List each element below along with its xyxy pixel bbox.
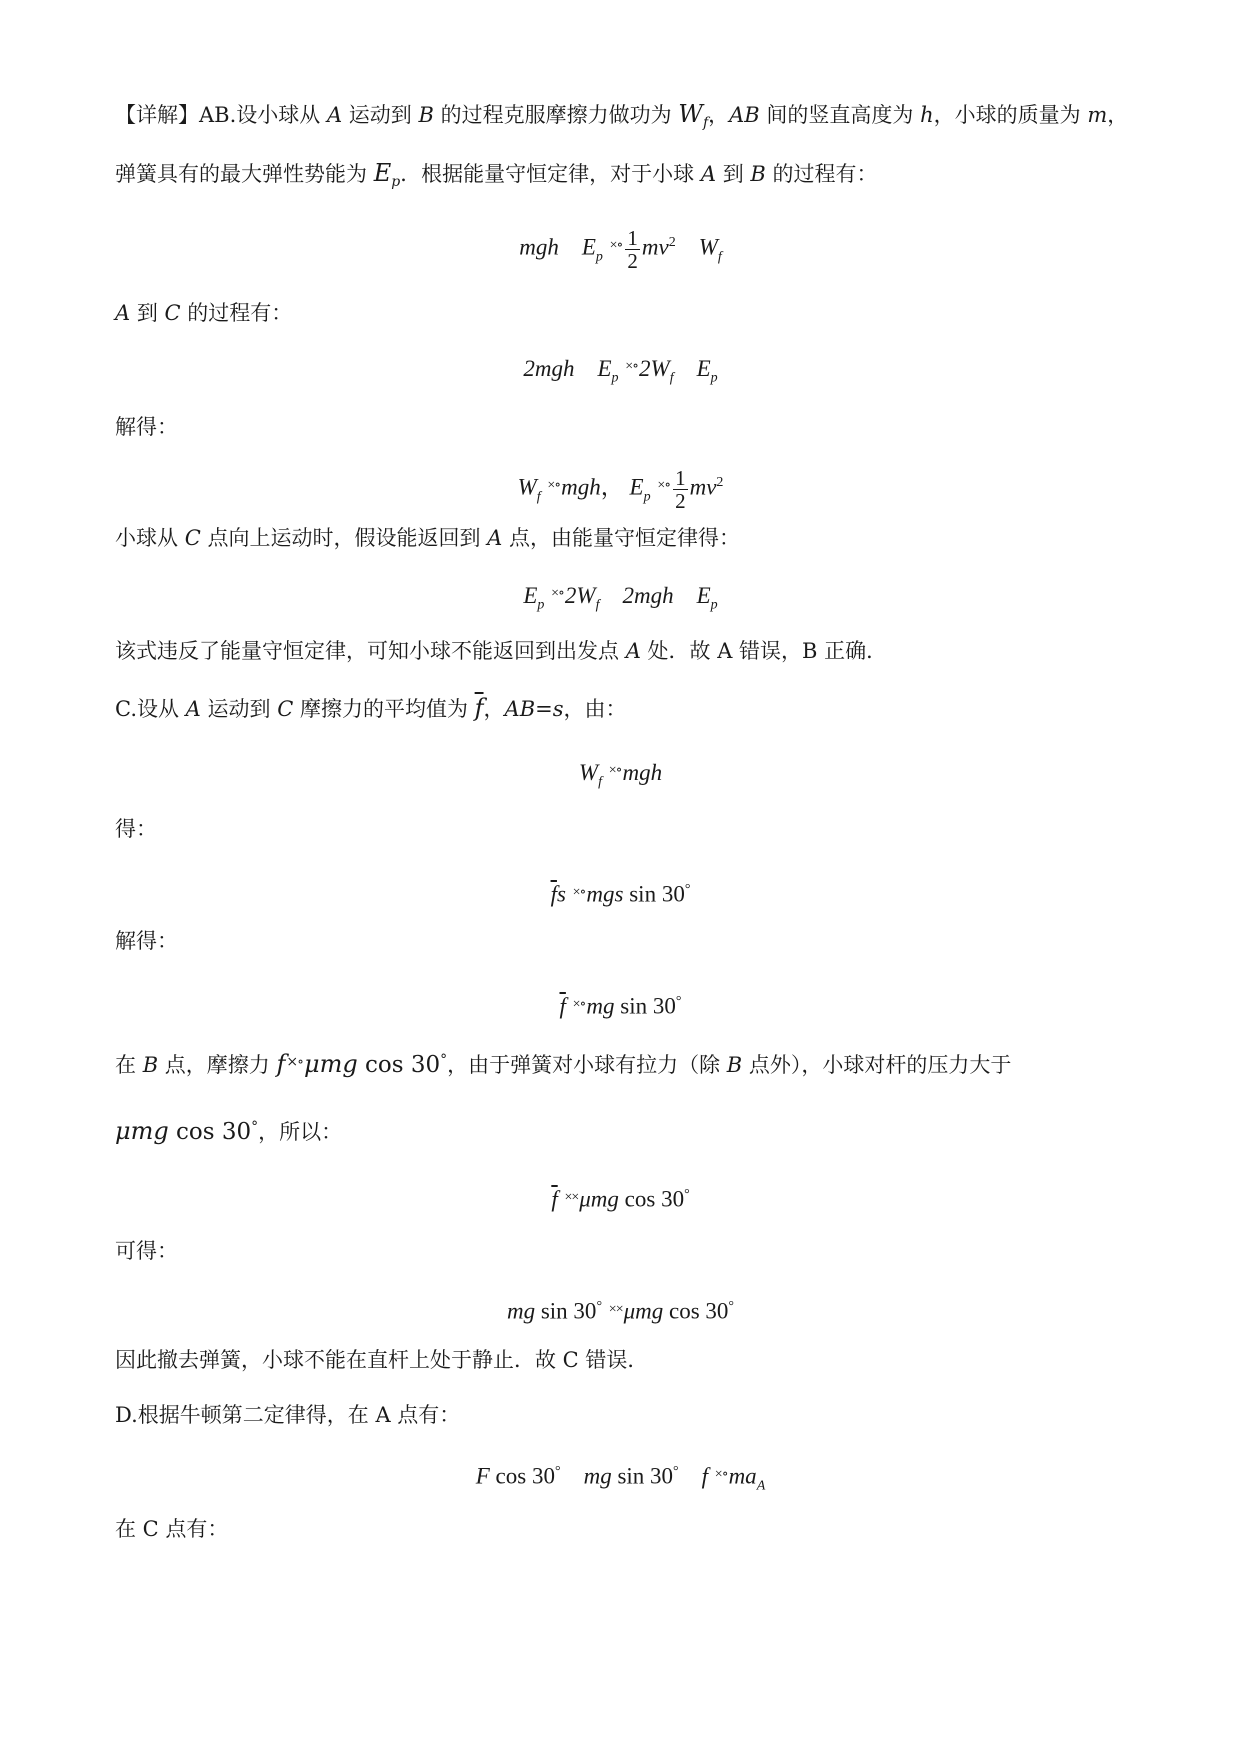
text: 的过程有： <box>765 162 878 186</box>
fraction <box>625 227 640 272</box>
eq-sub: p <box>611 370 619 386</box>
eq-sub: A <box>756 1478 766 1494</box>
operator-glyph: ×∘ <box>625 359 639 374</box>
eq-term: W <box>698 234 718 260</box>
text: m <box>1087 103 1108 127</box>
paragraph-can-get <box>115 1236 178 1266</box>
eq-term: μmg <box>623 1298 664 1324</box>
operator-glyph: ×∘ <box>286 1054 303 1070</box>
text: 解得： <box>115 929 178 953</box>
eq-term: 2W <box>564 583 596 608</box>
eq-sub: p <box>710 370 718 386</box>
degree: ° <box>440 1052 448 1068</box>
text: B <box>750 162 766 186</box>
text: ， <box>708 103 730 127</box>
text: 得： <box>115 817 157 841</box>
text: C <box>184 526 201 550</box>
eq-sub: f <box>598 774 602 790</box>
symbol-f-bar: $\overline{f}$ <box>474 694 484 722</box>
degree: ° <box>684 1187 690 1202</box>
text: 小球从 <box>115 526 185 550</box>
text: AB=s <box>504 697 564 721</box>
eq-term: mv <box>641 234 669 260</box>
eq-term: sin 30 <box>620 993 676 1019</box>
eq-sub: f <box>595 597 600 613</box>
equation-1 <box>0 226 1241 274</box>
text: 该式违反了能量守恒定律，可知小球不能返回到出发点 <box>115 639 626 663</box>
paragraph-conclusion-ab <box>115 636 887 666</box>
text: 运动到 <box>200 697 278 721</box>
eq-term: mg <box>583 1463 612 1489</box>
eq-term: E <box>523 583 538 608</box>
eq-sub: f <box>536 489 541 505</box>
text: B <box>726 1053 743 1077</box>
eq-term: E <box>696 356 711 381</box>
text: ．根据能量守恒定律，对于小球 <box>400 162 701 186</box>
text: 处．故 A 错误，B 正确． <box>640 639 888 663</box>
eq-term: E <box>629 474 644 500</box>
separator: ， <box>600 474 624 500</box>
operator-glyph: ×∘ <box>572 884 586 900</box>
text: 运动到 <box>342 103 419 127</box>
text: AB <box>729 103 760 127</box>
eq-term: W <box>517 474 537 500</box>
operator-glyph: ×∘ <box>572 996 586 1012</box>
eq-sub: p <box>710 597 718 613</box>
text: 摩擦力的平均值为 <box>293 697 475 721</box>
symbol-f: f <box>276 1050 286 1078</box>
text: 弹簧具有的最大弹性势能为 <box>115 162 374 186</box>
text: 在 <box>115 1053 143 1077</box>
text: B <box>142 1053 159 1077</box>
eq-term: sin 30 <box>629 881 685 907</box>
eq-term: mv <box>689 474 717 500</box>
text: 可得： <box>115 1239 178 1263</box>
degree: ° <box>596 1299 603 1314</box>
eq-term: mgh <box>622 760 663 785</box>
text: ，由： <box>563 697 627 721</box>
numerator: 1 <box>627 225 638 250</box>
text: ， <box>1107 103 1129 127</box>
eq-sub: p <box>595 249 603 265</box>
text: C <box>164 301 181 325</box>
eq-sub: f <box>669 370 674 386</box>
equation-10 <box>0 1455 1241 1503</box>
operator-glyph: ×∘ <box>551 586 564 601</box>
eq-term: mgh <box>519 234 559 260</box>
eq-sub: p <box>643 489 651 505</box>
eq-term: s <box>556 881 566 907</box>
text: 因此撤去弹簧，小球不能在直杆上处于静止．故 C 错误． <box>115 1348 649 1372</box>
eq-term: mg <box>586 993 615 1019</box>
text: cos 30 <box>168 1119 252 1145</box>
eq-term: 2mgh <box>622 583 674 608</box>
paragraph-c-setup <box>115 693 627 724</box>
equation-6 <box>0 873 1241 912</box>
text: 【详解】AB.设小球从 <box>115 103 327 127</box>
eq-term: f <box>701 1463 709 1489</box>
operator-glyph: ×∘ <box>714 1466 728 1482</box>
eq-term: $\overline{f}$ <box>550 881 557 907</box>
paragraph-solve-2 <box>115 926 178 956</box>
text: 在 C 点有： <box>115 1517 229 1541</box>
symbol-e: E <box>373 159 392 187</box>
operator-glyph: ×∘ <box>657 477 671 493</box>
operator-glyph: ×× <box>608 1301 623 1317</box>
numerator: 1 <box>675 465 686 490</box>
eq-term: E <box>581 234 596 260</box>
eq-term: E <box>696 583 711 608</box>
paragraph-ab-energy <box>115 158 878 197</box>
operator-glyph: ×× <box>564 1189 579 1205</box>
eq-term: $\overline{f}$ <box>559 993 566 1019</box>
text: 解得： <box>115 415 178 439</box>
eq-term: cos 30 <box>495 1463 555 1489</box>
text: A <box>700 162 717 186</box>
eq-term: 2W <box>639 356 670 381</box>
paragraph-ab-setup <box>115 99 1128 138</box>
degree: ° <box>251 1119 259 1135</box>
degree: ° <box>728 1299 735 1314</box>
operator-glyph: ×∘ <box>609 237 623 253</box>
text: D.根据牛顿第二定律得，在 A 点有： <box>115 1403 461 1427</box>
eq-sub: p <box>537 597 545 613</box>
subscript: p <box>391 174 401 191</box>
text: h <box>920 103 934 127</box>
eq-term: mgs <box>586 881 624 907</box>
eq-term: ma <box>728 1463 757 1489</box>
symbol-w: W <box>678 100 703 128</box>
eq-term: cos 30 <box>624 1186 685 1212</box>
text: 到 <box>716 162 751 186</box>
equation-9 <box>0 1290 1241 1329</box>
paragraph-therefore <box>115 1112 342 1147</box>
equation-2 <box>0 350 1241 396</box>
text: 间的竖直高度为 <box>759 103 921 127</box>
text: A <box>326 103 343 127</box>
text: B <box>418 103 434 127</box>
paragraph-get-1 <box>115 814 157 844</box>
text: ， <box>483 697 505 721</box>
eq-term: sin 30 <box>540 1298 597 1324</box>
paragraph-return-assumption <box>115 523 740 553</box>
text: μmg <box>115 1117 169 1145</box>
text: 到 <box>130 301 165 325</box>
equation-8 <box>0 1178 1241 1217</box>
text: ，由于弹簧对小球有拉力（除 <box>447 1053 727 1077</box>
eq-term: E <box>597 356 612 381</box>
text: A <box>185 697 201 721</box>
operator-glyph: ×∘ <box>547 477 561 493</box>
paragraph-b-friction <box>115 1045 1011 1080</box>
text: μmg <box>303 1050 358 1078</box>
text: C.设从 <box>115 697 186 721</box>
text: 点外），小球对杆的压力大于 <box>742 1053 1012 1077</box>
degree: ° <box>675 994 682 1009</box>
text: cos 30 <box>357 1052 441 1078</box>
fraction <box>673 467 688 512</box>
degree: ° <box>554 1464 561 1479</box>
denominator: 2 <box>627 248 638 273</box>
eq-sub: f <box>717 249 722 265</box>
text: ，小球的质量为 <box>933 103 1088 127</box>
eq-term: 2mgh <box>523 356 575 381</box>
eq-sup: 2 <box>716 475 724 490</box>
text: A <box>115 301 131 325</box>
eq-term: sin 30 <box>617 1463 674 1489</box>
equation-5 <box>0 754 1241 800</box>
subscript: f <box>702 115 709 132</box>
eq-term: mg <box>506 1298 536 1324</box>
eq-term: F <box>475 1463 490 1489</box>
equation-4 <box>0 577 1241 623</box>
eq-term: W <box>578 760 599 785</box>
text: 点，摩擦力 <box>158 1053 277 1077</box>
text: 点向上运动时，假设能返回到 <box>200 526 488 550</box>
degree: ° <box>684 882 691 897</box>
text: 点，由能量守恒定律得： <box>502 526 740 550</box>
paragraph-c-point <box>115 1514 228 1544</box>
denominator: 2 <box>675 488 686 513</box>
eq-term: cos 30 <box>669 1298 729 1324</box>
equation-7 <box>0 985 1241 1024</box>
text: A <box>487 526 503 550</box>
paragraph-solve-1 <box>115 412 178 442</box>
text: 的过程有： <box>180 301 293 325</box>
text: A <box>625 639 641 663</box>
degree: ° <box>673 1464 679 1479</box>
eq-term: mgh <box>561 474 601 500</box>
eq-term: μmg <box>579 1186 619 1212</box>
paragraph-conclusion-c <box>115 1345 648 1375</box>
eq-term: $\overline{f}$ <box>551 1186 558 1212</box>
text: 的过程克服摩擦力做功为 <box>433 103 679 127</box>
paragraph-a-to-c <box>115 298 292 328</box>
text: ，所以： <box>258 1120 343 1144</box>
eq-sup: 2 <box>668 235 676 250</box>
paragraph-d-setup <box>115 1400 460 1430</box>
operator-glyph: ×∘ <box>608 763 622 778</box>
equation-3 <box>0 466 1241 514</box>
text: C <box>277 697 294 721</box>
